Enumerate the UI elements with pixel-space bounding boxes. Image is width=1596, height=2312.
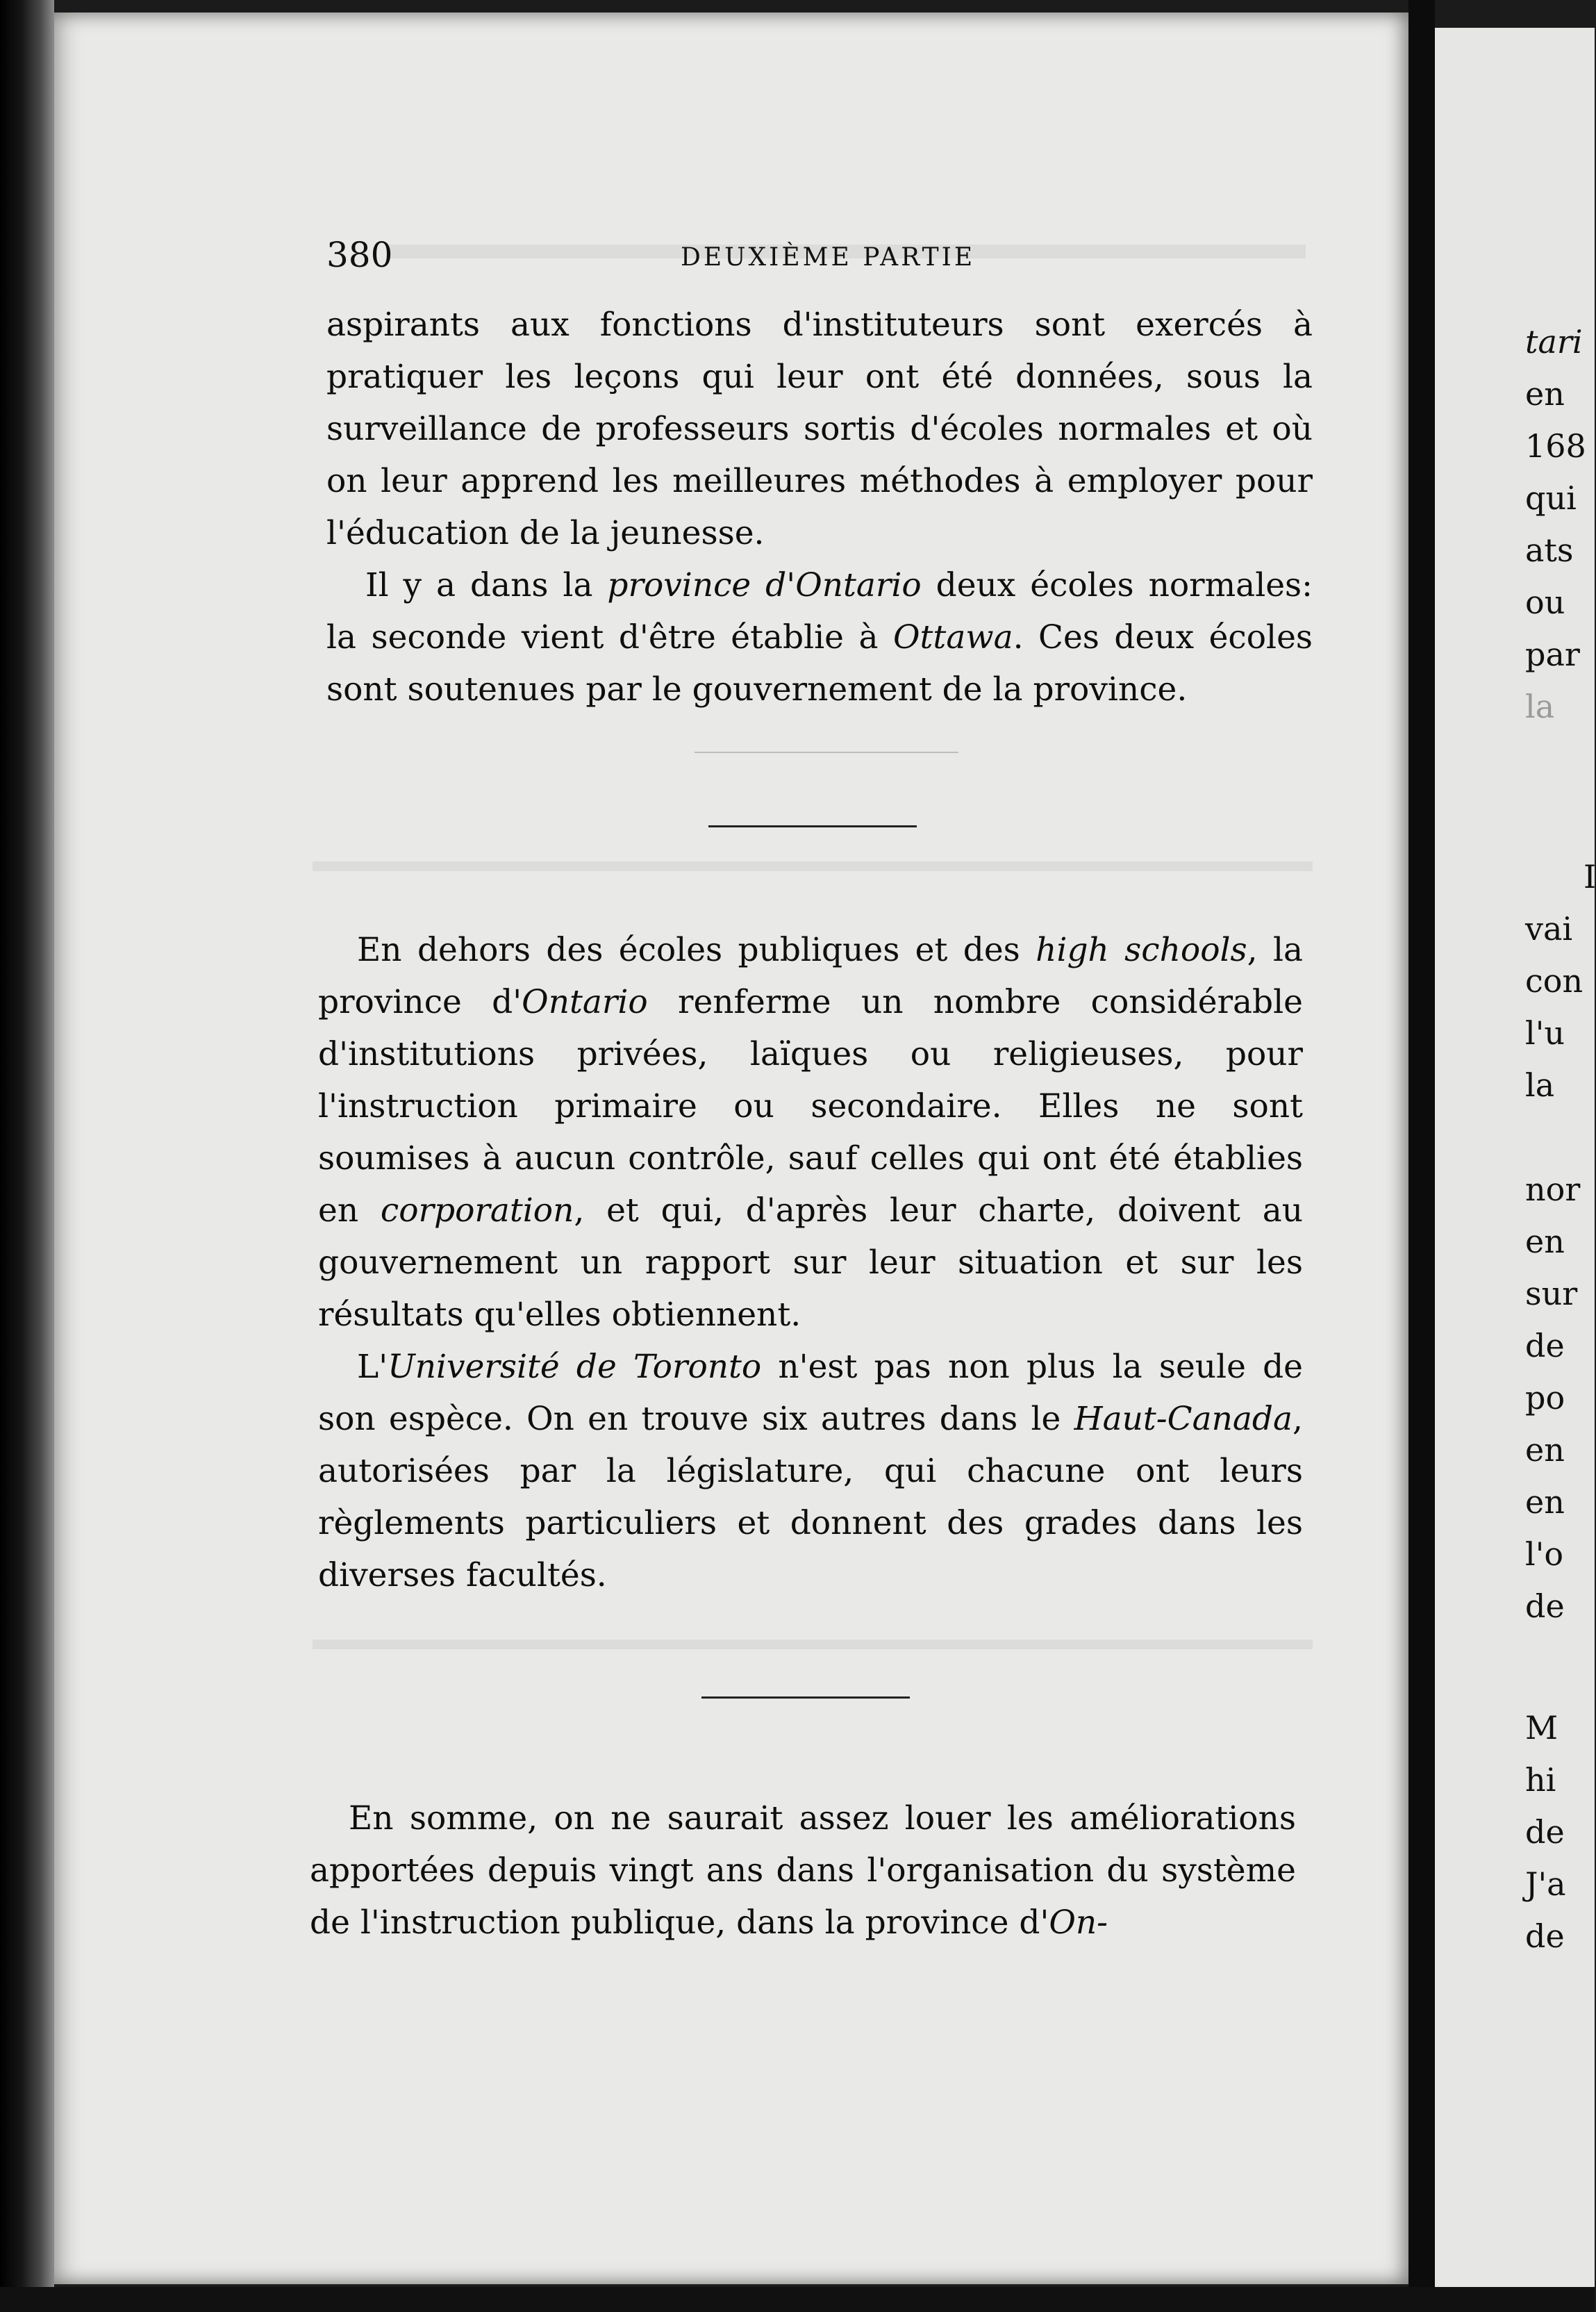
text-block-bottom <box>310 1792 1296 1949</box>
facing-fragment: en <box>1525 1483 1565 1521</box>
facing-fragment: con <box>1525 962 1583 1000</box>
running-head <box>326 235 1313 276</box>
facing-fragment: de <box>1525 1813 1565 1851</box>
text-block-top <box>326 299 1313 716</box>
facing-fragment: de <box>1525 1917 1565 1955</box>
facing-fragment: M <box>1525 1709 1558 1747</box>
facing-fragment: ats <box>1525 531 1574 569</box>
page-number: 380 <box>326 235 393 275</box>
facing-fragment: tari <box>1525 323 1583 361</box>
section-divider <box>708 825 917 827</box>
facing-fragment: J'a <box>1525 1865 1566 1903</box>
facing-fragment: de <box>1525 1587 1565 1625</box>
facing-fragment: par <box>1525 636 1580 673</box>
paragraph-5: En somme, on ne saurait assez louer les améliorations apportées depuis vingt ans dans l'organisation du système de l'instruction publique, dans la province d'On- <box>310 1799 1296 1942</box>
paragraph-2: Il y a dans la province d'Ontario deux écoles normales: la seconde vient d'être établie à Ottawa. Ces deux écoles sont soutenues par le gouvernement de la province. <box>326 566 1313 709</box>
facing-fragment: hi <box>1525 1761 1556 1799</box>
facing-fragment: en <box>1525 1223 1565 1260</box>
facing-fragment: en <box>1525 1431 1565 1469</box>
facing-fragment: en <box>1525 375 1565 413</box>
book-gutter <box>1408 0 1435 2312</box>
facing-fragment: po <box>1525 1379 1565 1417</box>
scan-bottom-edge <box>0 2287 1595 2312</box>
paragraph-1: aspirants aux fonctions d'instituteurs sont exercés à pratiquer les leçons qui leur ont été données, sous la surveillance de professeurs sortis d'écoles normales et où on leur apprend les meilleures méthodes à employer pour l'éducation de la jeunesse. <box>326 306 1313 552</box>
section-divider <box>701 1696 910 1699</box>
faint-rule <box>695 752 958 753</box>
facing-fragment: de <box>1525 1327 1565 1364</box>
facing-fragment: vai <box>1525 910 1573 948</box>
facing-fragment: 168 <box>1525 427 1586 465</box>
scan-left-edge <box>0 0 54 2312</box>
text-block-middle <box>318 924 1303 1601</box>
facing-fragment: l'o <box>1525 1535 1564 1573</box>
paragraph-4: L'Université de Toronto n'est pas non plus la seule de son espèce. On en trouve six autres dans le Haut-Canada, autorisées par la législature, qui chacune ont leurs règlements particuliers et donnent des grades dans les diverses facultés. <box>318 1348 1303 1594</box>
facing-fragment: I <box>1583 858 1596 895</box>
facing-fragment: la <box>1525 1066 1555 1104</box>
facing-fragment: nor <box>1525 1171 1581 1208</box>
facing-fragment: qui <box>1525 479 1577 517</box>
facing-fragment: sur <box>1525 1275 1578 1312</box>
running-title: DEUXIÈME PARTIE <box>681 243 976 272</box>
facing-fragment: ou <box>1525 584 1565 621</box>
paragraph-3: En dehors des écoles publiques et des high schools, la province d'Ontario renferme un nombre considérable d'institutions privées, laïques ou religieuses, pour l'instruction primaire ou secondaire. Elles ne sont soumises à aucun contrôle, sauf celles qui ont été établies en corporation, et qui, d'après leur charte, doivent au gouvernement un rapport sur leur situation et sur les résultats qu'elles obtiennent. <box>318 931 1304 1334</box>
facing-fragment: l'u <box>1525 1014 1565 1052</box>
facing-fragment: la <box>1525 688 1555 725</box>
